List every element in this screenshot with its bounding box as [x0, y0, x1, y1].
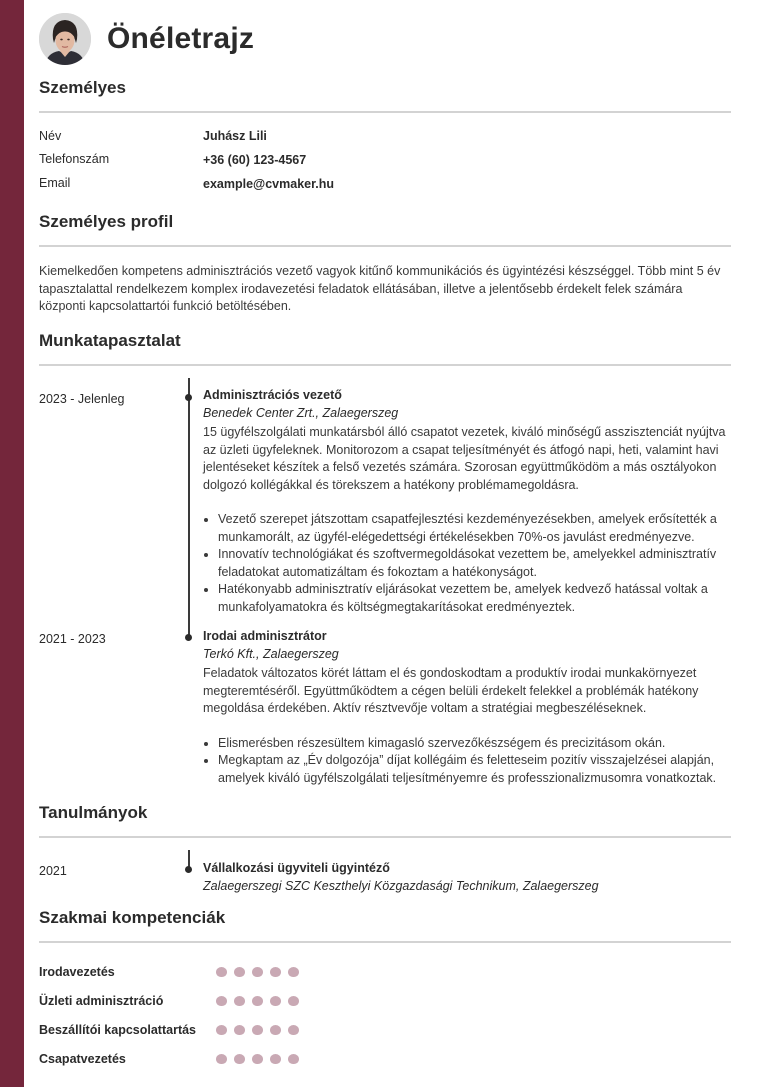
- skill-level-dot: [234, 1054, 245, 1064]
- section-title-skills: Szakmai kompetenciák: [39, 908, 226, 927]
- job-period: 2023 - Jelenleg: [39, 392, 125, 406]
- skill-level-dot: [234, 996, 245, 1006]
- skill-level-dot: [252, 1025, 263, 1035]
- label-name: Név: [39, 129, 62, 143]
- section-title-education: Tanulmányok: [39, 803, 148, 822]
- section-divider: [39, 836, 731, 838]
- skill-rating: [216, 1025, 299, 1035]
- job-bullets: [203, 511, 731, 616]
- skill-level-dot: [288, 967, 299, 977]
- skill-level-dot: [252, 996, 263, 1006]
- skill-level-dot: [216, 996, 227, 1006]
- job-employer: Benedek Center Zrt., Zalaegerszeg: [203, 405, 399, 420]
- skill-name: Beszállítói kapcsolattartás: [39, 1023, 197, 1037]
- skill-level-dot: [270, 1054, 281, 1064]
- section-title-profile: Személyes profil: [39, 212, 174, 231]
- skill-level-dot: [216, 1054, 227, 1064]
- skill-level-dot: [234, 967, 245, 977]
- skill-name: Irodavezetés: [39, 965, 115, 979]
- label-email: Email: [39, 176, 71, 190]
- job-employer: Terkó Kft., Zalaegerszeg: [203, 646, 339, 661]
- skill-level-dot: [270, 967, 281, 977]
- sidebar-accent: [0, 0, 24, 1087]
- job-bullet: • Innovatív technológiákat és szoftvermegoldásokat vezettem be, amelyekkel adminisztratív feladatokat automatizáltam és fokoztam a hatékonyságot.: [218, 546, 731, 581]
- value-name: Juhász Lili: [203, 129, 267, 143]
- skill-level-dot: [252, 1054, 263, 1064]
- timeline-dot: [185, 634, 192, 641]
- education-school: Zalaegerszegi SZC Keszthelyi Közgazdasági Technikum, Zalaegerszeg: [203, 878, 599, 893]
- section-title-experience: Munkatapasztalat: [39, 331, 181, 350]
- section-divider: [39, 111, 731, 113]
- job-description: Feladatok változatos körét láttam el és gondoskodtam a produktív irodai munkakörnyezet megteremtéséről. Együttműködtem a cégen belüli érdekelt felekkel a problémák hatékony megoldása érdekében. Aktív résztvevője voltam a stratégiai megbeszéléseknek.: [203, 666, 699, 715]
- timeline-line: [188, 378, 190, 638]
- education-title: Vállalkozási ügyviteli ügyintéző: [203, 861, 390, 875]
- job-bullet: • Megkaptam az „Év dolgozója” díjat kollégáim és feletteseim pozitív visszajelzései alapján, amelyek kiváló ügyfélszolgálati teljesítményemre és professzionalizmusomra vonatkoztak.: [218, 752, 731, 787]
- value-phone: +36 (60) 123-4567: [203, 153, 307, 167]
- job-bullet: • Vezető szerepet játszottam csapatfejlesztési kezdeményezésekben, amelyek erősítették a munkamorált, az ügyfél-elégedettségi értékelésekben 70%-os javulást eredményezve.: [218, 511, 731, 546]
- job-bullet: • Elismerésben részesültem kimagasló szervezőkészségem és precizitásom okán.: [218, 735, 731, 753]
- profile-text: Kiemelkedően kompetens adminisztrációs vezető vagyok kitűnő kommunikációs és ügyintézési készséggel. Több mint 5 év tapasztalattal rendelkezem komplex irodavezetési feladatok ellátásában, illetve a jelentősebb érdekelt felek számára központi kapcsolattartói funkció betöltésében.: [39, 264, 721, 313]
- skill-name: Üzleti adminisztráció: [39, 994, 164, 1008]
- skill-level-dot: [288, 1054, 299, 1064]
- person-photo-icon: [39, 13, 91, 65]
- education-year: 2021: [39, 864, 67, 878]
- skill-level-dot: [288, 1025, 299, 1035]
- education-entry: [203, 860, 731, 895]
- avatar: [39, 13, 91, 65]
- skill-name: Csapatvezetés: [39, 1052, 126, 1066]
- job-entry: [203, 628, 731, 787]
- job-bullet: • Hatékonyabb adminisztratív eljárásokat vezettem be, amelyek kedvező hatással voltak a munkafolyamatokra és költségmegtakarításokat eredményeztek.: [218, 581, 731, 616]
- section-divider: [39, 364, 731, 366]
- job-description: 15 ügyfélszolgálati munkatársból álló csapatot vezetek, kiváló minőségű asszisztenciát nyújtva az üzleti ügyfeleknek. Monitorozom a csapat teljesítményét és átfogó napi, heti, valamint havi jelentéseket készítek a felső vezetés számára. Szorosan együttműködöm a más osztályokon dolgozó kollégákkal és törekszem a hatékony problémamegoldásra.: [203, 425, 726, 492]
- section-divider: [39, 245, 731, 247]
- skill-level-dot: [270, 996, 281, 1006]
- skill-level-dot: [234, 1025, 245, 1035]
- page-title: Önéletrajz: [107, 22, 255, 55]
- skill-rating: [216, 1054, 299, 1064]
- section-title-personal: Személyes: [39, 78, 126, 97]
- skill-level-dot: [216, 967, 227, 977]
- skill-level-dot: [288, 996, 299, 1006]
- job-entry: [203, 387, 731, 616]
- skill-rating: [216, 967, 299, 977]
- skill-rating: [216, 996, 299, 1006]
- timeline-dot: [185, 866, 192, 873]
- job-bullets: [203, 735, 731, 788]
- job-period: 2021 - 2023: [39, 632, 106, 646]
- skill-level-dot: [216, 1025, 227, 1035]
- value-email: example@cvmaker.hu: [203, 177, 335, 191]
- timeline-dot: [185, 394, 192, 401]
- section-divider: [39, 941, 731, 943]
- label-phone: Telefonszám: [39, 152, 110, 166]
- resume-header: [39, 13, 254, 65]
- job-title: Adminisztrációs vezető: [203, 388, 342, 402]
- job-title: Irodai adminisztrátor: [203, 629, 327, 643]
- skill-level-dot: [252, 967, 263, 977]
- skill-level-dot: [270, 1025, 281, 1035]
